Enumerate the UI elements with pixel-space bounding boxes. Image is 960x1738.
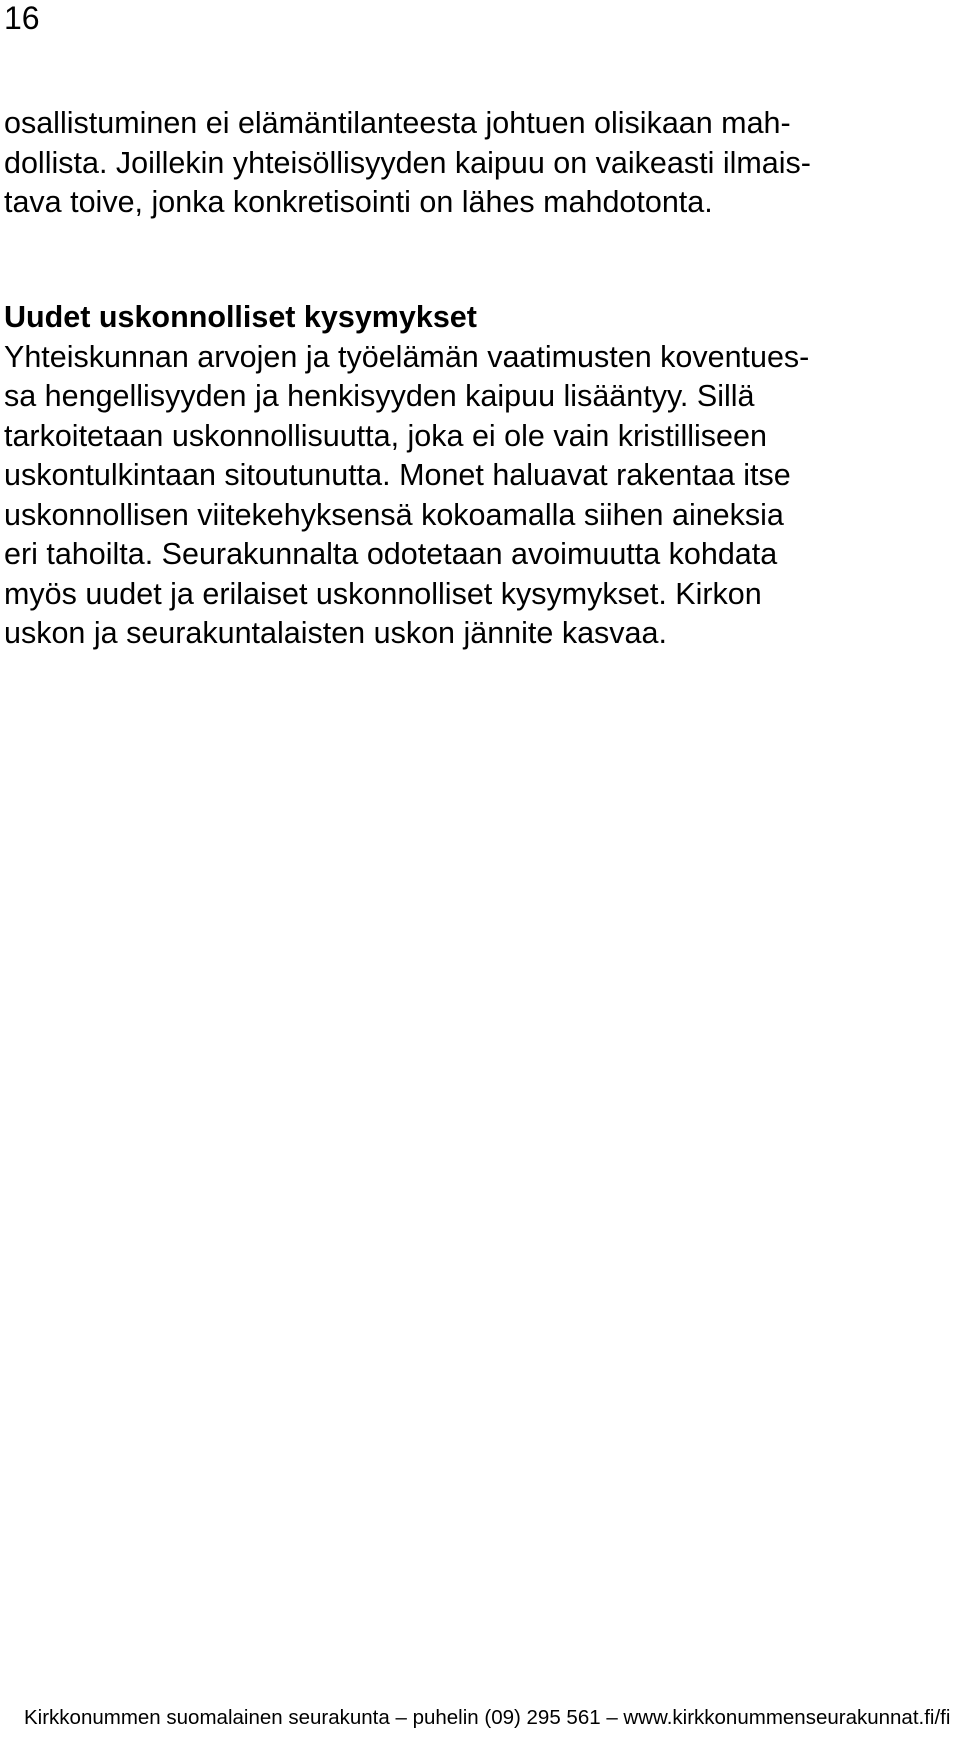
text-line: uskontulkintaan sitoutunutta. Monet haluavat rakentaa itse xyxy=(4,458,791,492)
text-line: dollista. Joillekin yhteisöllisyyden kaipuu on vaikeasti ilmais- xyxy=(4,145,811,180)
section-uudet-uskonnolliset-kysymykset xyxy=(4,298,954,654)
text-line: tava toive, jonka konkretisointi on lähes mahdotonta. xyxy=(4,185,713,219)
text-line: uskon ja seurakuntalaisten uskon jännite kasvaa. xyxy=(4,616,667,650)
intro-paragraph xyxy=(4,104,954,223)
text-line: tarkoitetaan uskonnollisuutta, joka ei ole vain kristilliseen xyxy=(4,418,767,453)
page-footer: Kirkkonummen suomalainen seurakunta – puhelin (09) 295 561 – www.kirkkonummenseurakunnat.fi/fi xyxy=(24,1706,951,1729)
text-line: eri tahoilta. Seurakunnalta odotetaan avoimuutta kohdata xyxy=(4,537,778,571)
text-line: Yhteiskunnan arvojen ja työelämän vaatimusten koventues- xyxy=(4,339,810,374)
text-line: osallistuminen ei elämäntilanteesta johtuen olisikaan mah- xyxy=(4,106,791,140)
text-line: uskonnollisen viitekehyksensä kokoamalla siihen aineksia xyxy=(4,497,784,532)
text-line: sa hengellisyyden ja henkisyyden kaipuu lisääntyy. Sillä xyxy=(4,379,755,413)
page-number: 16 xyxy=(4,0,40,36)
section-heading: Uudet uskonnolliset kysymykset xyxy=(4,300,477,334)
text-line: myös uudet ja erilaiset uskonnolliset kysymykset. Kirkon xyxy=(4,576,762,611)
